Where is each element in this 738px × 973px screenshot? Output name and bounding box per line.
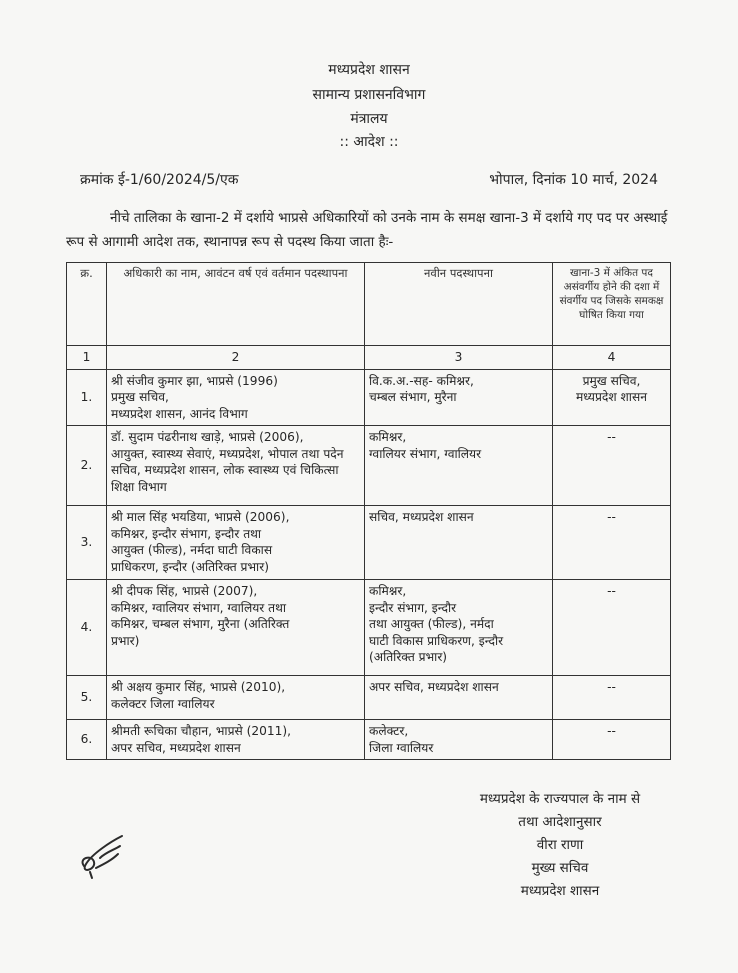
col-number: 3 (365, 346, 553, 370)
serial-number: 5. (67, 676, 107, 720)
intro-paragraph: नीचे तालिका के खाना-2 में दर्शाये भाप्रसे अधिकारियों को उनके नाम के समक्ष खाना-3 में दर्शाये गए पद पर अस्थाई रूप से आगामी आदेश तक, स्थानापन्न रूप से पदस्थ किया जाता हैः- (66, 210, 668, 250)
order-number: क्रमांक ई-1/60/2024/5/एक (80, 172, 239, 188)
officer-details: श्री संजीव कुमार झा, भाप्रसे (1996) प्रमुख सचिव, मध्यप्रदेश शासन, आनंद विभाग (107, 369, 365, 426)
footer-line: मध्यप्रदेश शासन (520, 883, 600, 899)
new-posting: कमिश्नर, इन्दौर संभाग, इन्दौर तथा आयुक्त (फील्ड), नर्मदा घाटी विकास प्राधिकरण, इन्दौर (अतिरिक्त प्रभार) (365, 580, 553, 676)
header-serial: क्र. (67, 263, 107, 346)
column-number-row (67, 346, 671, 370)
serial-number: 4. (67, 580, 107, 676)
footer-line: मध्यप्रदेश के राज्यपाल के नाम से (479, 791, 641, 807)
officer-details: श्रीमती रूचिका चौहान, भाप्रसे (2011), अपर सचिव, मध्यप्रदेश शासन (107, 720, 365, 760)
officer-details: श्री दीपक सिंह, भाप्रसे (2007), कमिश्नर, ग्वालियर संभाग, ग्वालियर तथा कमिश्नर, चम्बल संभाग, मुरैना (अतिरिक्त प्रभार) (107, 580, 365, 676)
equivalent-post: -- (553, 426, 671, 506)
signature (70, 828, 134, 880)
order-date: भोपाल, दिनांक 10 मार्च, 2024 (489, 172, 658, 188)
equivalent-post: प्रमुख सचिव, मध्यप्रदेश शासन (553, 369, 671, 426)
equivalent-post: -- (553, 720, 671, 760)
new-posting: अपर सचिव, मध्यप्रदेश शासन (365, 676, 553, 720)
table-row (67, 720, 671, 760)
col-number: 4 (553, 346, 671, 370)
signatory-name: वीरा राणा (536, 837, 584, 853)
header-new-posting: नवीन पदस्थापना (365, 263, 553, 346)
postings-table (66, 262, 671, 760)
header-equivalent: खाना-3 में अंकित पद असंवर्गीय होने की दशा में संवर्गीय पद जिसके समकक्ष घोषित किया गया (553, 263, 671, 346)
office-name: मध्यप्रदेश शासन (328, 62, 410, 78)
table-row (67, 426, 671, 506)
signature-block (430, 788, 690, 903)
equivalent-post: -- (553, 506, 671, 580)
equivalent-post: -- (553, 676, 671, 720)
new-posting: सचिव, मध्यप्रदेश शासन (365, 506, 553, 580)
table-row (67, 580, 671, 676)
new-posting: कमिश्नर, ग्वालियर संभाग, ग्वालियर (365, 426, 553, 506)
table-row (67, 506, 671, 580)
new-posting: वि.क.अ.-सह- कमिश्नर, चम्बल संभाग, मुरैना (365, 369, 553, 426)
ministry-name: मंत्रालय (350, 111, 388, 127)
order-heading: :: आदेश :: (339, 134, 399, 150)
serial-number: 2. (67, 426, 107, 506)
officer-details: श्री माल सिंह भयडिया, भाप्रसे (2006), कमिश्नर, इन्दौर संभाग, इन्दौर तथा आयुक्त (फील्ड), नर्मदा घाटी विकास प्राधिकरण, इन्दौर (अतिरिक्त प्रभार) (107, 506, 365, 580)
footer-line: तथा आदेशानुसार (518, 814, 602, 830)
table-row (67, 369, 671, 426)
equivalent-post: -- (553, 580, 671, 676)
serial-number: 3. (67, 506, 107, 580)
signatory-designation: मुख्य सचिव (531, 860, 589, 876)
officer-details: डॉ. सुदाम पंढरीनाथ खाड़े, भाप्रसे (2006), आयुक्त, स्वास्थ्य सेवाएं, मध्यप्रदेश, भोपाल तथा पदेन सचिव, मध्यप्रदेश शासन, लोक स्वास्थ्य एवं चिकित्सा शिक्षा विभाग (107, 426, 365, 506)
col-number: 2 (107, 346, 365, 370)
col-number: 1 (67, 346, 107, 370)
serial-number: 1. (67, 369, 107, 426)
officer-details: श्री अक्षय कुमार सिंह, भाप्रसे (2010), कलेक्टर जिला ग्वालियर (107, 676, 365, 720)
department-name: सामान्य प्रशासनविभाग (312, 87, 426, 103)
new-posting: कलेक्टर, जिला ग्वालियर (365, 720, 553, 760)
serial-number: 6. (67, 720, 107, 760)
table-header-row (67, 263, 671, 346)
header-officer: अधिकारी का नाम, आवंटन वर्ष एवं वर्तमान पदस्थापना (107, 263, 365, 346)
table-row (67, 676, 671, 720)
